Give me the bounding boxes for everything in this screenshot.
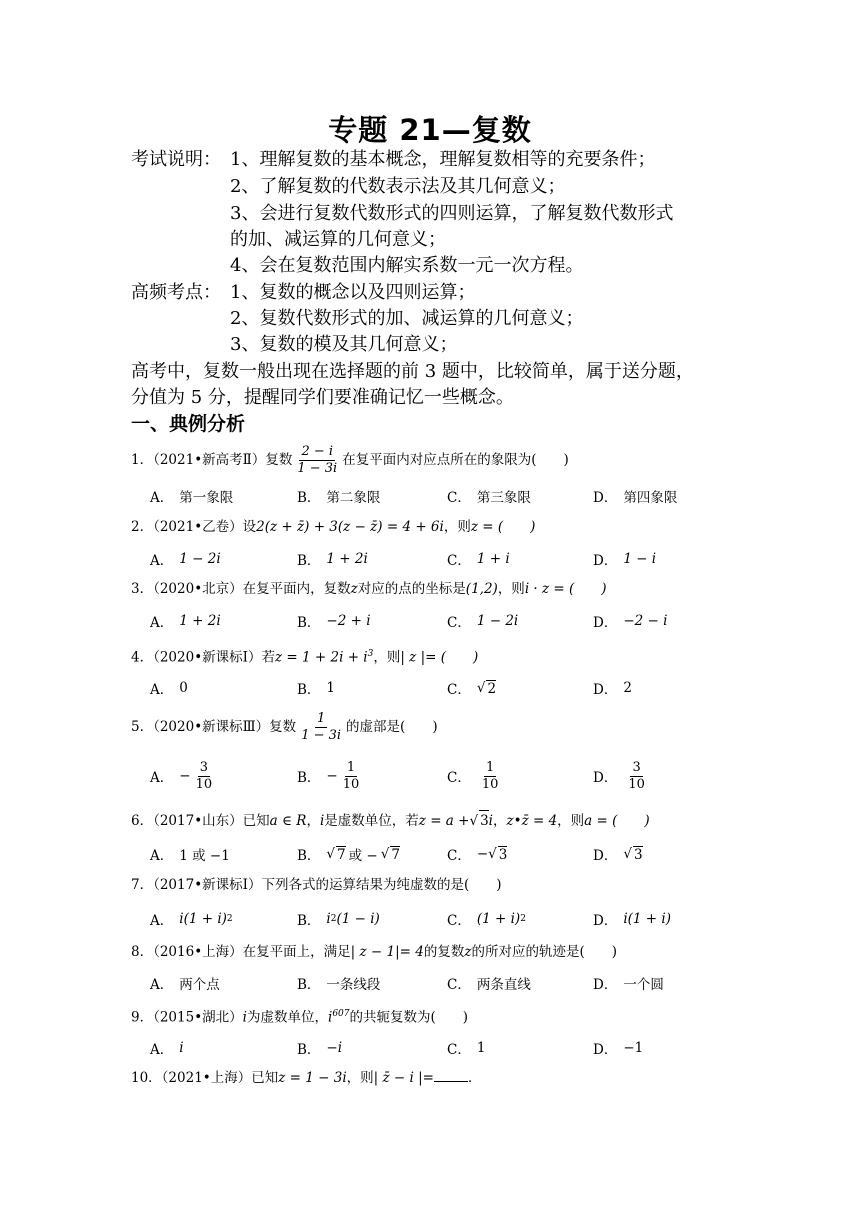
q5-fraction: $\frac{1}{1 - 3i}$: [301, 711, 342, 743]
page-title: 专题 21—复数: [328, 113, 532, 147]
q2-option-c[interactable]: C． 1 + i: [447, 551, 510, 569]
q7-option-c[interactable]: C． (1 + i) 2: [447, 911, 526, 929]
frequent-topics-label: 高频考点：: [131, 282, 221, 303]
q1-options: [150, 476, 710, 516]
question-9: 9．（2015•湖北）i为虚数单位，$i^{607}$的共轭复数为( ): [131, 1009, 469, 1026]
q2-options: [150, 539, 710, 579]
q1-text: 1．（2021•新高考Ⅱ）复数: [131, 452, 293, 468]
q8-option-c[interactable]: C． 两条直线: [447, 977, 531, 993]
q5-option-d[interactable]: D． $\frac{3}{10}$: [593, 759, 645, 792]
freq-item-1: 1、复数的概念以及四则运算；: [230, 282, 476, 303]
q6-option-c[interactable]: C． − √ 3: [447, 846, 508, 864]
q2-equation: 2(z + z̄) + 3(z − z̄) = 4 + 6i: [256, 519, 444, 535]
question-4: 4．（2020•新课标Ⅰ）若$z = 1 + 2i + i^3$，则| z |= ( ): [131, 649, 479, 666]
q9-option-d[interactable]: D． −1: [593, 1040, 644, 1058]
section-title: 一、典例分析: [131, 413, 246, 435]
q2-option-a[interactable]: A． 1 − 2i: [150, 551, 221, 569]
question-1: [131, 444, 569, 477]
q8-option-d[interactable]: D． 一个圆: [593, 977, 664, 993]
q6-option-a[interactable]: A． 1 或 −1: [150, 848, 230, 864]
exam-description-label: 考试说明：: [131, 149, 221, 170]
exam-item-4: 4、会在复数范围内解实系数一元一次方程。: [230, 255, 584, 276]
question-3: 3．（2020•北京）在复平面内，复数z对应的点的坐标是(1,2)，则i · z = ( ): [131, 581, 607, 597]
question-2: 2．（2021•乙卷）设2(z + z̄) + 3(z − z̄) = 4 + 6i，则z = ( ): [131, 519, 536, 535]
question-8: 8．（2016•上海）在复平面上，满足| z − 1|= 4的复数z的所对应的轨迹是( ): [131, 944, 618, 960]
q8-option-b[interactable]: B． 一条线段: [297, 977, 381, 993]
q1-option-b[interactable]: B． 第二象限: [297, 490, 381, 506]
q4-option-c[interactable]: C． √ 2: [447, 680, 497, 698]
q3-option-b[interactable]: B． −2 + i: [297, 613, 371, 631]
question-5: 5．（2020•新课标Ⅲ）复数 $\frac{1}{1 - 3i}$ 的虚部是( ): [131, 711, 438, 743]
q8-option-a[interactable]: A． 两个点: [150, 977, 220, 993]
question-6: 6．（2017•山东）已知a ∈ R，i是虚数单位，若z = a +√ 3i，z•z̄ = 4，则a = ( ): [131, 810, 650, 831]
q5-option-a[interactable]: A． − $\frac{3}{10}$: [150, 759, 213, 792]
q6-option-d[interactable]: D． √ 3: [593, 846, 643, 864]
q6-option-b[interactable]: B． √ 7 或 − √ 7: [297, 846, 400, 864]
exam-item-1: 1、理解复数的基本概念，理解复数相等的充要条件；: [230, 149, 656, 170]
q1-option-a[interactable]: A． 第一象限: [150, 490, 234, 506]
q1-fraction: $\frac{2 - i}{1 - 3i}$: [297, 444, 338, 476]
summary-line-1: 高考中，复数一般出现在选择题的前 3 题中，比较简单，属于送分题，: [131, 361, 694, 382]
q3-options: [150, 601, 710, 641]
q7-option-d[interactable]: D． i(1 + i): [593, 911, 671, 929]
q8-options: [150, 963, 710, 1003]
freq-item-3: 3、复数的模及其几何意义；: [230, 334, 458, 355]
q3-option-a[interactable]: A． 1 + 2i: [150, 613, 221, 631]
q3-option-c[interactable]: C． 1 − 2i: [447, 613, 519, 631]
q9-option-b[interactable]: B． −i: [297, 1040, 343, 1058]
q1-text-post: 在复平面内对应点所在的象限为( ): [342, 452, 569, 468]
q1-option-c[interactable]: C． 第三象限: [447, 490, 531, 506]
q4-option-a[interactable]: A． 0: [150, 680, 188, 698]
q1-option-d[interactable]: D． 第四象限: [593, 490, 678, 506]
question-7: 7．（2017•新课标Ⅰ）下列各式的运算结果为纯虚数的是( ): [131, 877, 502, 893]
q2-option-b[interactable]: B． 1 + 2i: [297, 551, 368, 569]
summary-line-2: 分值为 5 分，提醒同学们要准确记忆一些概念。: [131, 387, 514, 408]
q7-option-a[interactable]: A． i(1 + i) 2: [150, 911, 233, 929]
q9-options: [150, 1028, 710, 1068]
exam-item-3-cont: 的加、减运算的几何意义；: [230, 229, 446, 250]
exam-item-3: 3、会进行复数代数形式的四则运算，了解复数代数形式: [230, 203, 674, 224]
q4-option-b[interactable]: B． 1: [297, 680, 336, 698]
q9-option-c[interactable]: C． 1: [447, 1040, 486, 1058]
q2-option-d[interactable]: D． 1 − i: [593, 551, 657, 569]
q4-options: [150, 668, 710, 708]
q5-options: [150, 756, 710, 796]
q4-option-d[interactable]: D． 2: [593, 680, 632, 698]
q9-option-a[interactable]: A． i: [150, 1040, 184, 1058]
question-10: 10．（2021•上海）已知z = 1 − 3i，则| z̄ − i |= ．: [131, 1070, 482, 1086]
q5-option-b[interactable]: B． − $\frac{1}{10}$: [297, 759, 360, 792]
q6-options: [150, 834, 710, 874]
q7-option-b[interactable]: B． i 2 (1 − i): [297, 911, 380, 929]
q5-option-c[interactable]: C． $\frac{1}{10}$: [447, 759, 499, 792]
q10-answer-blank[interactable]: [434, 1069, 468, 1082]
q3-option-d[interactable]: D． −2 − i: [593, 613, 668, 631]
exam-item-2: 2、了解复数的代数表示法及其几何意义；: [230, 176, 566, 197]
q7-options: [150, 899, 710, 939]
freq-item-2: 2、复数代数形式的加、减运算的几何意义；: [230, 308, 584, 329]
